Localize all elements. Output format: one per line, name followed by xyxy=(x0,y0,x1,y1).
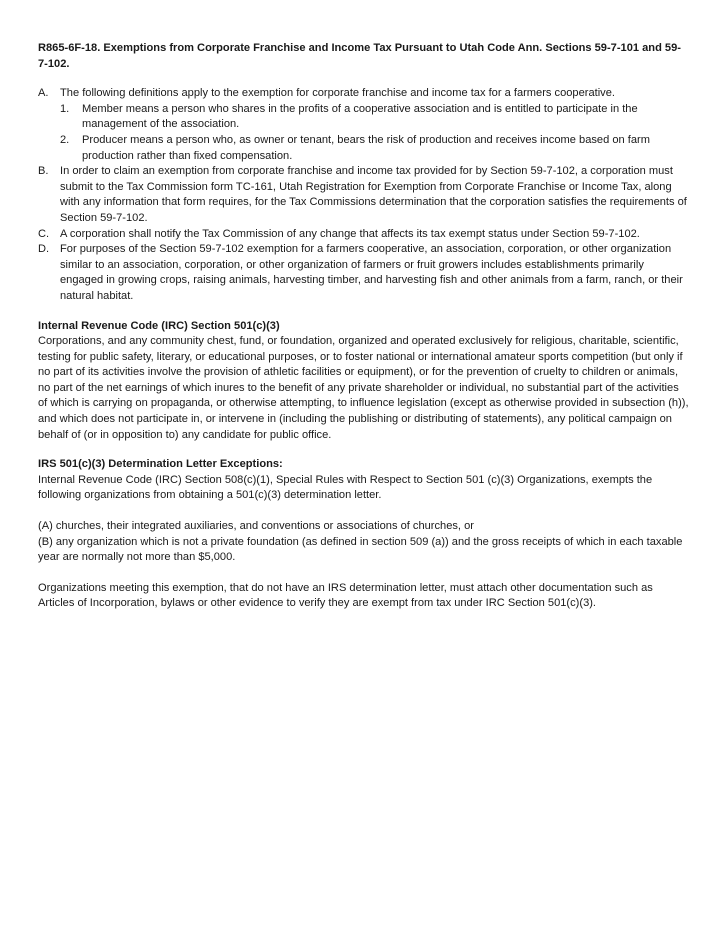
sub-item-2 xyxy=(38,133,690,164)
list-marker: C. xyxy=(38,227,50,240)
irc-section-title: Internal Revenue Code (IRC) Section 501(c)(3) xyxy=(38,319,280,332)
rule-heading: R865-6F-18. Exemptions from Corporate Franchise and Income Tax Pursuant to Utah Code Ann. Sections 59-7-101 and 59-7-102. xyxy=(38,42,681,70)
list-marker: A. xyxy=(38,87,49,100)
list-item-d xyxy=(38,242,690,304)
list-text: The following definitions apply to the exemption for corporate franchise and income tax for a farmers cooperative. xyxy=(60,87,615,100)
definition-list xyxy=(38,86,690,304)
list-marker: B. xyxy=(38,165,49,178)
irs-section-intro: Internal Revenue Code (IRC) Section 508(c)(1), Special Rules with Respect to Section 501 (c)(3) Organizations, exempts the following organizations from obtaining a 501(c)(3) determination letter. xyxy=(38,473,653,502)
list-text: For purposes of the Section 59-7-102 exemption for a farmers cooperative, an association, corporation, or other organization similar to an association, corporation, or other organization of farmers or fruit growers includes establishments primarily engaged in growing crops, raising animals, harvesting timber, and harvesting fish and other animals from a farm, ranch, or their natural habitat. xyxy=(60,243,683,302)
list-text: A corporation shall notify the Tax Commission of any change that affects its tax exempt status under Section 59-7-102. xyxy=(60,227,640,240)
irs-closing: Organizations meeting this exemption, that do not have an IRS determination letter, must attach other documentation such as Articles of Incorporation, bylaws or other evidence to verify they are exempt from tax under IRC Section 501(c)(3). xyxy=(38,581,653,610)
irs-section-title: IRS 501(c)(3) Determination Letter Exceptions: xyxy=(38,458,283,471)
sub-item-1 xyxy=(38,102,690,133)
list-text: In order to claim an exemption from corporate franchise and income tax provided for by Section 59-7-102, a corporation must submit to the Tax Commission form TC-161, Utah Registration for Exemption from Corporate Franchise or Income Tax, along with any information that form requires, for the Tax Commissions determination that the corporation satisfies the requirements of Section 59-7-102. xyxy=(60,165,687,224)
irs-item-a: (A) churches, their integrated auxiliaries, and conventions or associations of churches, or xyxy=(38,520,474,533)
document-page xyxy=(38,41,690,612)
sub-text: Producer means a person who, as owner or tenant, bears the risk of production and receives income based on farm production rather than fixed compensation. xyxy=(82,133,650,162)
list-item-b xyxy=(38,164,690,226)
sub-marker: 1. xyxy=(60,102,70,115)
sub-marker: 2. xyxy=(60,133,70,146)
irc-section-body: Corporations, and any community chest, fund, or foundation, organized and operated exclusively for religious, charitable, scientific, testing for public safety, literary, or educational purposes, or to foster national or international amateur sports competition (but only if no part of its activities involve the provision of athletic facilities or equipment), or for the prevention of cruelty to children or animals, no part of the net earnings of which inures to the benefit of any private shareholder or individual, no substantial part of the activities of which is carrying on propaganda, or otherwise attempting, to influence legislation (except as otherwise provided in subsection (h)), and which does not participate in, or intervene in (including the publishing or distributing of statements), any political campaign on behalf of (or in opposition to) any candidate for public office. xyxy=(38,335,689,441)
irs-item-b: (B) any organization which is not a private foundation (as defined in section 509 (a)) and the gross receipts of which in each taxable year are normally not more than $5,000. xyxy=(38,535,683,564)
sub-text: Member means a person who shares in the profits of a cooperative association and is entitled to participate in the management of the association. xyxy=(82,102,638,131)
list-item-c xyxy=(38,227,690,243)
list-marker: D. xyxy=(38,243,50,256)
list-item-a xyxy=(38,86,690,102)
spacer xyxy=(38,504,690,519)
spacer xyxy=(38,566,690,581)
